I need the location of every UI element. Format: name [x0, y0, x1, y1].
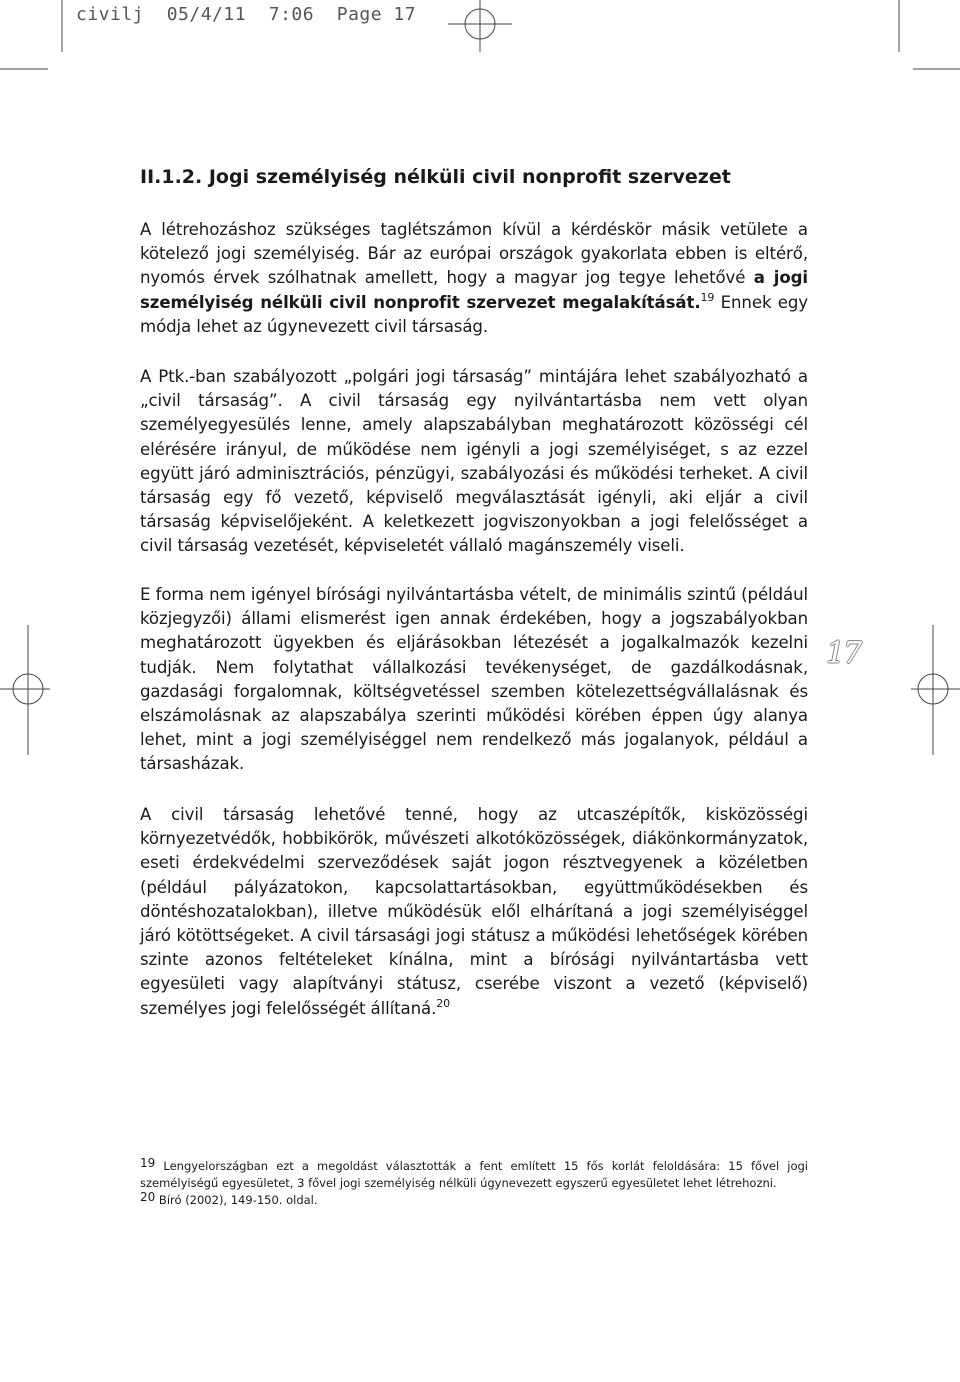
footnote-text: Bíró (2002), 149-150. oldal.	[155, 1193, 318, 1207]
paragraph-1-bold-text: a jogi személyiség nélküli civil nonprofit szervezet megalakítását.	[140, 268, 808, 312]
page-number: 17	[826, 636, 861, 671]
paragraph-1-text-b: Ennek egy módja lehet az úgynevezett civil társaság.	[140, 292, 808, 336]
footnote-number: 20	[140, 1190, 156, 1204]
paragraph-4-text: A civil társaság lehetővé tenné, hogy az utcaszépítők, kisközösségi környezetvédők, hobbikörök, művészeti alkotóközösségek, diákönkormányzatok, eseti érdekvédelmi szerveződések saját jogon résztvegyenek a közéletben (például pályázatokon, kapcsolattartásokban, együttműködésekben és döntéshozatalokban), illetve működésük elől elhárítaná a jogi személyiséggel járó kötöttségeket. A civil társasági jogi státusz a működési lehetőségek körében szinte azonos feltételeket kínálna, mint a bírósági nyilvántartásba vett egyesületi vagy alapítványi státusz, cserébe viszont a vezető (képviselő) személyes jogi felelősségét állítaná.	[140, 805, 808, 1018]
print-slug: civilj 05/4/11 7:06 Page 17	[76, 4, 417, 25]
footnote-20	[140, 1192, 808, 1209]
footnote-text: Lengyelországban ezt a megoldást választották a fent említett 15 fős korlát feloldására: 15 fővel jogi személyiségű egyesületet, 3 fővel jogi személyiség nélküli úgynevezett egyszerű egyesületet lehet létrehozni.	[140, 1159, 808, 1190]
footnote-19	[140, 1158, 808, 1192]
footnote-ref-19: 19	[700, 290, 715, 304]
registration-target-left	[0, 625, 50, 755]
paragraph-4	[140, 803, 808, 1021]
registration-target-right	[911, 625, 960, 755]
paragraph-3: E forma nem igényel bírósági nyilvántartásba vételt, de minimális szintű (például közjegyzői) állami elismerést igen annak érdekében, hogy a jogszabályokban meghatározott ügyekben és eljárásokban létezését a jogalkalmazók kezelni tudják. Nem folytathat vállalkozási tevékenységet, de gazdálkodásnak, gazdasági forgalomnak, költségvetéssel szemben kötelezettségvállalásnak és elszámolásnak az alapszabálya szerinti működési körében éppen úgy alanya lehet, mint a jogi személyiséggel nem rendelkező más jogalanyok, például a társasházak.	[140, 585, 808, 774]
paragraph-1	[140, 218, 808, 339]
registration-target-top	[448, 0, 512, 52]
section-heading: II.1.2. Jogi személyiség nélküli civil nonprofit szervezet	[140, 166, 731, 188]
paragraph-2: A Ptk.-ban szabályozott „polgári jogi társaság” mintájára lehet szabályozható a „civil társaság”. A civil társaság egy nyilvántartásba nem vett olyan személyegyesülés lenne, amely alapszabályban meghatározott közösségi cél elérésére irányul, de működése nem igényli a jogi személyiséget, s az ezzel együtt járó adminisztrációs, pénzügyi, szabályozási és működési terheket. A civil társaság egy fő vezető, képviselő megválasztását igényli, aki eljár a civil társaság képviselőjeként. A keletkezett jogviszonyokban a jogi felelősséget a civil társaság vezetését, képviseletét vállaló magánszemély viseli.	[140, 367, 808, 556]
footnotes	[140, 1158, 808, 1209]
footnote-ref-20: 20	[436, 996, 451, 1010]
footnote-number: 19	[140, 1156, 156, 1170]
paragraph-1-text-a: A létrehozáshoz szükséges taglétszámon kívül a kérdéskör másik vetülete a kötelező jogi személyiség. Bár az európai országok gyakorlata ebben is eltérő, nyomós érvek szólhatnak amellett, hogy a magyar jog tegye lehetővé	[140, 220, 808, 288]
